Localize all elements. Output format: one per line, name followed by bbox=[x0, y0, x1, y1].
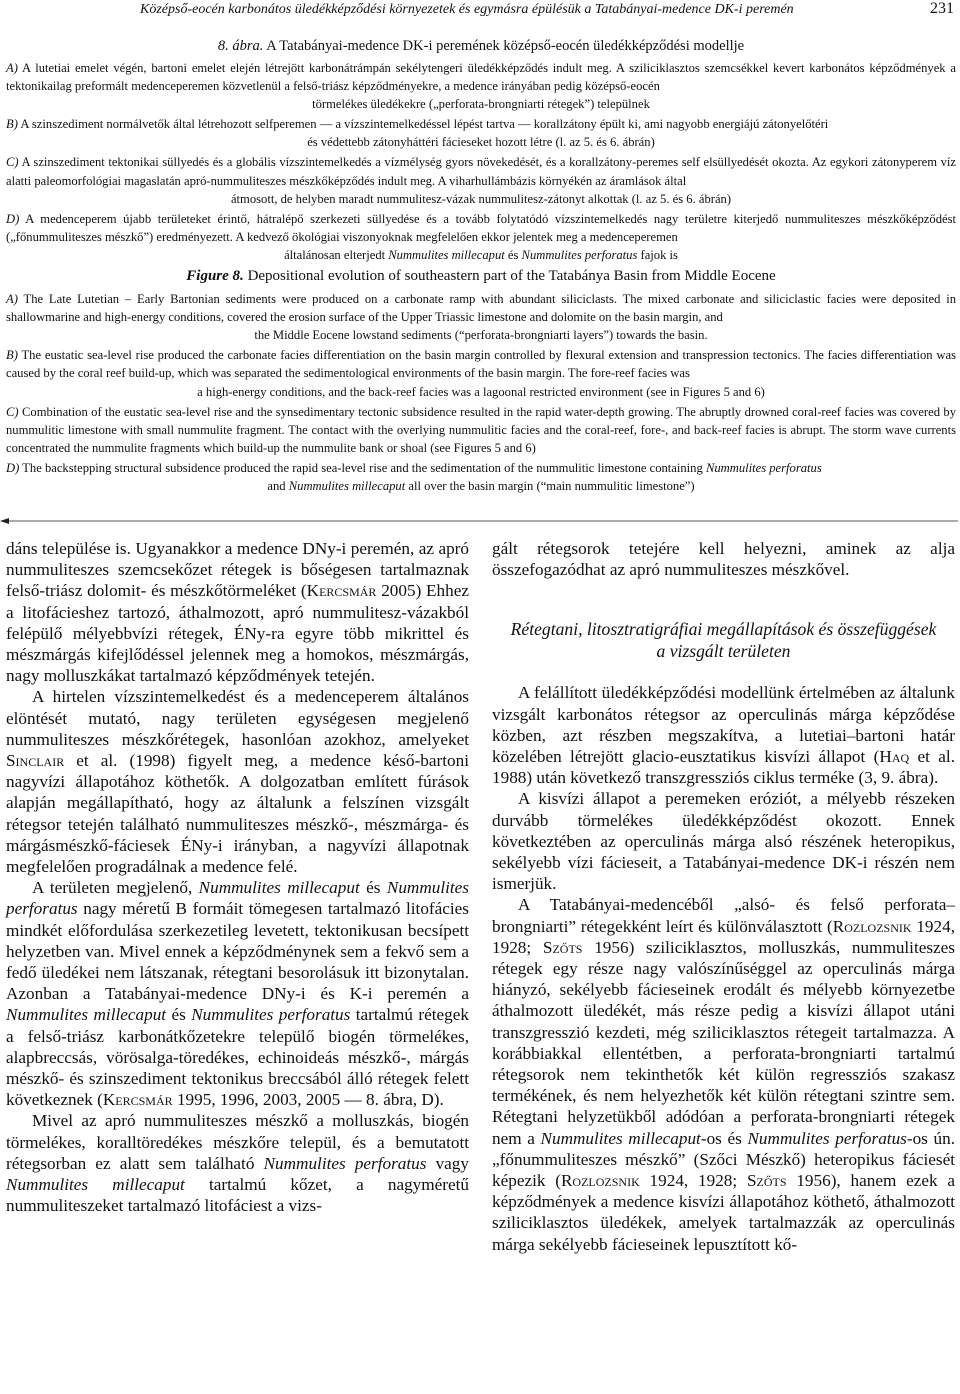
caption-text-end: a high-energy conditions, and the back-reef facies was a lagoonal restricted environment (see in Figures 5 and 6) bbox=[197, 384, 765, 399]
caption-text: The backstepping structural subsidence produced the rapid sea-level rise and the sedimentation of the nummulitic limestone containing bbox=[22, 460, 706, 475]
paragraph bbox=[492, 682, 955, 788]
text-run: et al. (1998) figyelt meg, a medence késő-bartoni nagyvízi állapotához köthetők. A dolgozatban említett fúrások alapján megállapítható, hogy az általunk a felszínen vizsgált rétegsor tetején található nummuliteszes mészkő-, mészmárga- és márgásmészkő-fáciesek ÉNy-i irányban, a nagyvízi állapotnak megfelelően progradálnak a medence felé. bbox=[6, 751, 469, 877]
caption-en-c bbox=[6, 403, 956, 457]
caption-text: A medenceperem újabb területeket érintő, hátralépő szerkezeti süllyedése és a tovább folytatódó vízszintemelkedés nagy területre kiterjedő nummuliteszes mészkőképződést („főnummuliteszes mészkő”) eredményezett. A kedvező ökológiai viszonyoknak megfelelően ekkor jelentek meg a medenceperemen bbox=[6, 211, 956, 244]
species-name: Nummulites millecaput bbox=[540, 1128, 701, 1148]
figure-caption bbox=[6, 36, 956, 497]
caption-tag: A) bbox=[6, 61, 18, 75]
text-run: tartalmú rétegek a felső-triász karbonátkőzetekre települő biogén törmelékes, alapbreccsás, vörösalga-töredékes, echinoideás mészkő-, márgás mészkő- és szinszediment tektonikus breccsából álló rétegek felett következnek ( bbox=[6, 1005, 469, 1110]
text-run: -os és bbox=[700, 1128, 748, 1148]
caption-text: A lutetiai emelet végén, bartoni emelet elején létrejött karbonátrámpán sekélytengeri üledékképződés indult meg. A sziliciklasztos szemcsékkel kevert karbonátos képződmények a tektonikailag preformált medenceperemen közvetlenül a felső-triász képződményekre, a medence irányában pedig középső-eocén bbox=[6, 61, 956, 94]
text-run: Mivel az apró nummuliteszes mészkő a molluszkás, biogén törmelékes, koralltöredékes mészkőre települ, és a bemutatott rétegsorban ez alatt sem található bbox=[6, 1111, 469, 1173]
species-name: Nummulites perforatus bbox=[521, 247, 638, 262]
author-name: Haq bbox=[879, 747, 910, 767]
text-run: és bbox=[359, 878, 387, 898]
figure-title-hu bbox=[6, 36, 956, 56]
figure-label-en: Figure 8. bbox=[186, 268, 244, 285]
caption-text: és bbox=[504, 247, 522, 262]
figure-label-hu: 8. ábra. bbox=[217, 38, 264, 54]
caption-text-end: the Middle Eocene lowstand sediments (“perforata-brongniarti layers”) towards the basin. bbox=[254, 328, 708, 343]
running-title: Középső-eocén karbonátos üledékképződési környezetek és egymásra épülésük a Tatabányai-medence DK-i peremén bbox=[140, 2, 794, 17]
caption-text-end: törmelékes üledékekre („perforata-brongniarti rétegek”) települnek bbox=[312, 97, 650, 112]
text-run: A Tatabányai-medencéből „alsó- és felső perforata–brongniarti” rétegekként leírt és különválasztott ( bbox=[492, 895, 955, 936]
caption-text: The eustatic sea-level rise produced the carbonate facies differentiation on the basin margin controlled by flexural extension and transpression tectonics. The facies differentiation was caused by the coral reef build-up, which was separated the sedimentological environments of the basin margin. The fore-reef facies was bbox=[6, 348, 956, 381]
text-run: A felállított üledékképződési modellünk értelmében az általunk vizsgált karbonátos rétegsor az operculinás márga képződése közben, azt részben megszakítva, a lutetiai–bartoni határ közelében létrejött glacio-eusztatikus kisvízi állapot ( bbox=[492, 683, 955, 767]
caption-tag: B) bbox=[6, 348, 18, 363]
species-name: Nummulites millecaput bbox=[6, 1005, 167, 1025]
caption-tag: B) bbox=[6, 117, 18, 132]
caption-en-b bbox=[6, 346, 956, 400]
caption-text: A szinszediment tektonikai süllyedés és a globális vízszintemelkedés a vízmélység gyors növekedését, és a korallzátony-peremes self elsüllyedését okozta. Az egykori zátonyperem víz alatti paleomorfológiai magaslatán apró-nummuliteszes mészkőképződés indult meg. A viharhullámbázis környékén az áramlások által bbox=[6, 155, 956, 188]
running-header bbox=[140, 0, 954, 22]
caption-text-end: átmosott, de helyben maradt nummulitesz-vázak nummulitesz-zátonyt alkottak (l. az 5. és 6. ábrán) bbox=[230, 191, 732, 206]
caption-en-d bbox=[6, 459, 956, 495]
paragraph bbox=[6, 1110, 469, 1216]
text-run: et al. 1988) után következő transzgressziós ciklus terméke (3, 9. ábra). bbox=[492, 747, 956, 788]
text-run: 1924, 1928; bbox=[639, 1171, 747, 1191]
caption-text-end bbox=[6, 477, 956, 495]
section-heading: Rétegtani, litosztratigráfiai megállapítások és összefüggések a vizsgált területen bbox=[510, 619, 937, 662]
text-run: tartalmú kőzet, a nagyméretű nummuliteszeket tartalmazó litofáciest a vizs- bbox=[6, 1175, 469, 1216]
paragraph bbox=[6, 538, 469, 686]
caption-text: and bbox=[267, 478, 289, 493]
caption-text: A szinszediment normálvetők által létrehozott selfperemen — a vízszintemelkedéssel lépést tartva — korallzátony épült ki, ami nagyobb energiájú zátonyelőtéri bbox=[20, 117, 829, 132]
caption-text: fajok is bbox=[637, 247, 678, 262]
text-run: A hirtelen vízszintemelkedést és a medenceperem általános elöntését mutató, nagy területen egységesen megjelenő nummuliteszes mészkőrétegek, hasonlóan azokhoz, amelyeket bbox=[6, 687, 469, 749]
page-number: 231 bbox=[930, 0, 954, 17]
caption-tag: D) bbox=[6, 211, 20, 226]
text-run: nagy méretű B formáit tömegesen tartalmazó litofácies mindkét előfordulása szerkezetileg levetett, tektonikusan becsípett helyzetben van. Mivel ennek a képződménynek sem a fekvő sem a fedő üledékei nem látszanak, rétegtani besorolásuk itt bizonytalan. Azonban a Tatabányai-medence DNy-i és K-i peremén a bbox=[6, 899, 469, 1004]
caption-separator bbox=[0, 516, 960, 526]
species-name: Nummulites millecaput bbox=[6, 1175, 185, 1195]
species-name: Nummulites perforatus bbox=[747, 1128, 907, 1148]
species-name: Nummulites perforatus bbox=[263, 1153, 427, 1173]
body-column-left bbox=[6, 538, 469, 1217]
caption-text: általánosan elterjedt bbox=[284, 247, 389, 262]
paragraph bbox=[6, 686, 469, 877]
author-name: Rozlozsnik bbox=[560, 1171, 640, 1191]
text-run: 2005) Ehhez a litofácieshez tartozó, áthalmozott, apró nummulitesz-vázakból felépülő mélyebbvízi rétegek, ÉNy-ra egyre több mikrittel és mészmárgás kifejlődéssel jelennek meg a homokos, mészmárgás, nagy molluszkákat tartalmazó képződmények tetején. bbox=[6, 581, 469, 686]
text-run: vagy bbox=[426, 1153, 469, 1173]
author-name: Sinclair bbox=[6, 751, 65, 771]
species-name: Nummulites millecaput bbox=[198, 878, 360, 898]
body-column-right bbox=[492, 538, 955, 1255]
author-name: Rozlozsnik bbox=[832, 916, 912, 936]
caption-text-end bbox=[6, 246, 956, 264]
caption-tag: C) bbox=[6, 404, 19, 419]
species-name: Nummulites millecaput bbox=[288, 478, 406, 493]
separator-arrow-icon bbox=[0, 516, 960, 526]
figure-title-en bbox=[6, 266, 956, 287]
paragraph: gált rétegsorok tetejére kell helyezni, aminek az alja összefogazódhat az apró nummuliteszes mészkővel. bbox=[492, 539, 955, 580]
author-name: Kercsmár bbox=[102, 1090, 173, 1110]
caption-text: all over the basin margin (“main nummulitic limestone”) bbox=[405, 478, 695, 493]
author-name: Szőts bbox=[746, 1171, 787, 1191]
text-run: A területen megjelenő, bbox=[32, 878, 199, 898]
species-name: Nummulites millecaput bbox=[388, 247, 505, 262]
figure-heading-en: Depositional evolution of southeastern part of the Tatabánya Basin from Middle Eocene bbox=[247, 268, 776, 285]
caption-hu-d bbox=[6, 210, 956, 264]
caption-text: Combination of the eustatic sea-level rise and the synsedimentary tectonic subsidence resulted in the rapid water-depth growing. The abruptly drowned coral-reef facies was covered by nummulitic limestone with small nummulite fragment. The contact with the overlying nummulitic facies and the coral-reef, fore-, and back-reef facies is abrupt. The storm wave currents concentrated the nummulite fragments which build-up the nummulite bank or shoal (see Figures 5 and 6) bbox=[6, 404, 956, 455]
caption-text-end: és védettebb zátonyháttéri fácieseket hozott létre (l. az 5. és 6. ábrán) bbox=[307, 135, 655, 150]
text-run: 1956) sziliciklasztos, molluszkás, nummuliteszes rétegek egy része nagy valószínűséggel az operculinás márga hiányzó, sekélyebb fácieseinek erodált és mélyebb környezetbe áthalmozott üledékét, más része pedig a kisvízi állapot utáni transzgresszió kezdeti, még sziliciklasztos rétegeit tartalmazza. A korábbiakkal ellentétben, a perforata-brongniarti tartalmú rétegsorok nem tekinthetők két külön regressziós szakasz termékének, és nem helyezhetők két külön rétegtani szintre sem. Rétegtani helyzetükből adódóan a perforata-brongniarti rétegek nem a bbox=[492, 937, 955, 1148]
species-name: Nummulites perforatus bbox=[6, 878, 469, 919]
text-run: 1956), hanem ezek a képződmények a medence kisvízi állapotához köthető, áthalmozott sziliciklasztos üledékek, amelyek tartalmazzák az operculinás márga sekélyebb fácieseinek lepusztított kő- bbox=[492, 1171, 956, 1254]
text-run: 1924, 1928; bbox=[492, 916, 955, 957]
paragraph: A kisvízi állapot a peremeken eróziót, a mélyebb részeken durvább törmelékes üledékképződést okozott. Ennek következtében az operculinás márga alsó részének heteropikus, sekélyebb vízi fácieseit, a Tatabányai-medence DK-i részén nem ismerjük. bbox=[492, 789, 955, 894]
caption-hu-c bbox=[6, 153, 956, 207]
caption-tag: C) bbox=[6, 155, 19, 170]
caption-hu-a bbox=[6, 59, 956, 113]
caption-hu-b bbox=[6, 115, 956, 151]
figure-heading-hu: A Tatabányai-medence DK-i peremének középső-eocén üledékképződési modellje bbox=[266, 38, 745, 54]
author-name: Kercsmár bbox=[306, 581, 377, 601]
text-run: dáns települése is. Ugyanakkor a medence DNy-i peremén, az apró nummuliteszes szemcsekőzet rétegek is bőségesen tartalmaznak felső-triász dolomit- és mészkőtörmeléket ( bbox=[6, 539, 469, 601]
species-name: Nummulites perforatus bbox=[705, 460, 822, 475]
caption-tag: D) bbox=[6, 460, 20, 475]
text-run: 1995, 1996, 2003, 2005 — 8. ábra, D). bbox=[172, 1090, 444, 1110]
paragraph bbox=[6, 877, 469, 1110]
author-name: Szőts bbox=[542, 937, 583, 957]
paragraph bbox=[492, 894, 955, 1254]
text-run: -os ún. „főnummuliteszes mészkő” (Szőci Mészkő) heteropikus fáciesét képezik ( bbox=[492, 1128, 955, 1191]
caption-text: The Late Lutetian – Early Bartonian sediments were produced on a carbonate ramp with abundant siliciclasts. The mixed carbonate and siliciclastic facies were deposited in shallowmarine and high-energy conditions, covered the erosion surface of the Upper Triassic limestone and dolomite on the basin margin, and bbox=[6, 292, 956, 325]
caption-en-a bbox=[6, 290, 956, 344]
text-run: és bbox=[166, 1005, 192, 1025]
species-name: Nummulites perforatus bbox=[191, 1005, 351, 1025]
caption-tag: A) bbox=[6, 292, 18, 307]
